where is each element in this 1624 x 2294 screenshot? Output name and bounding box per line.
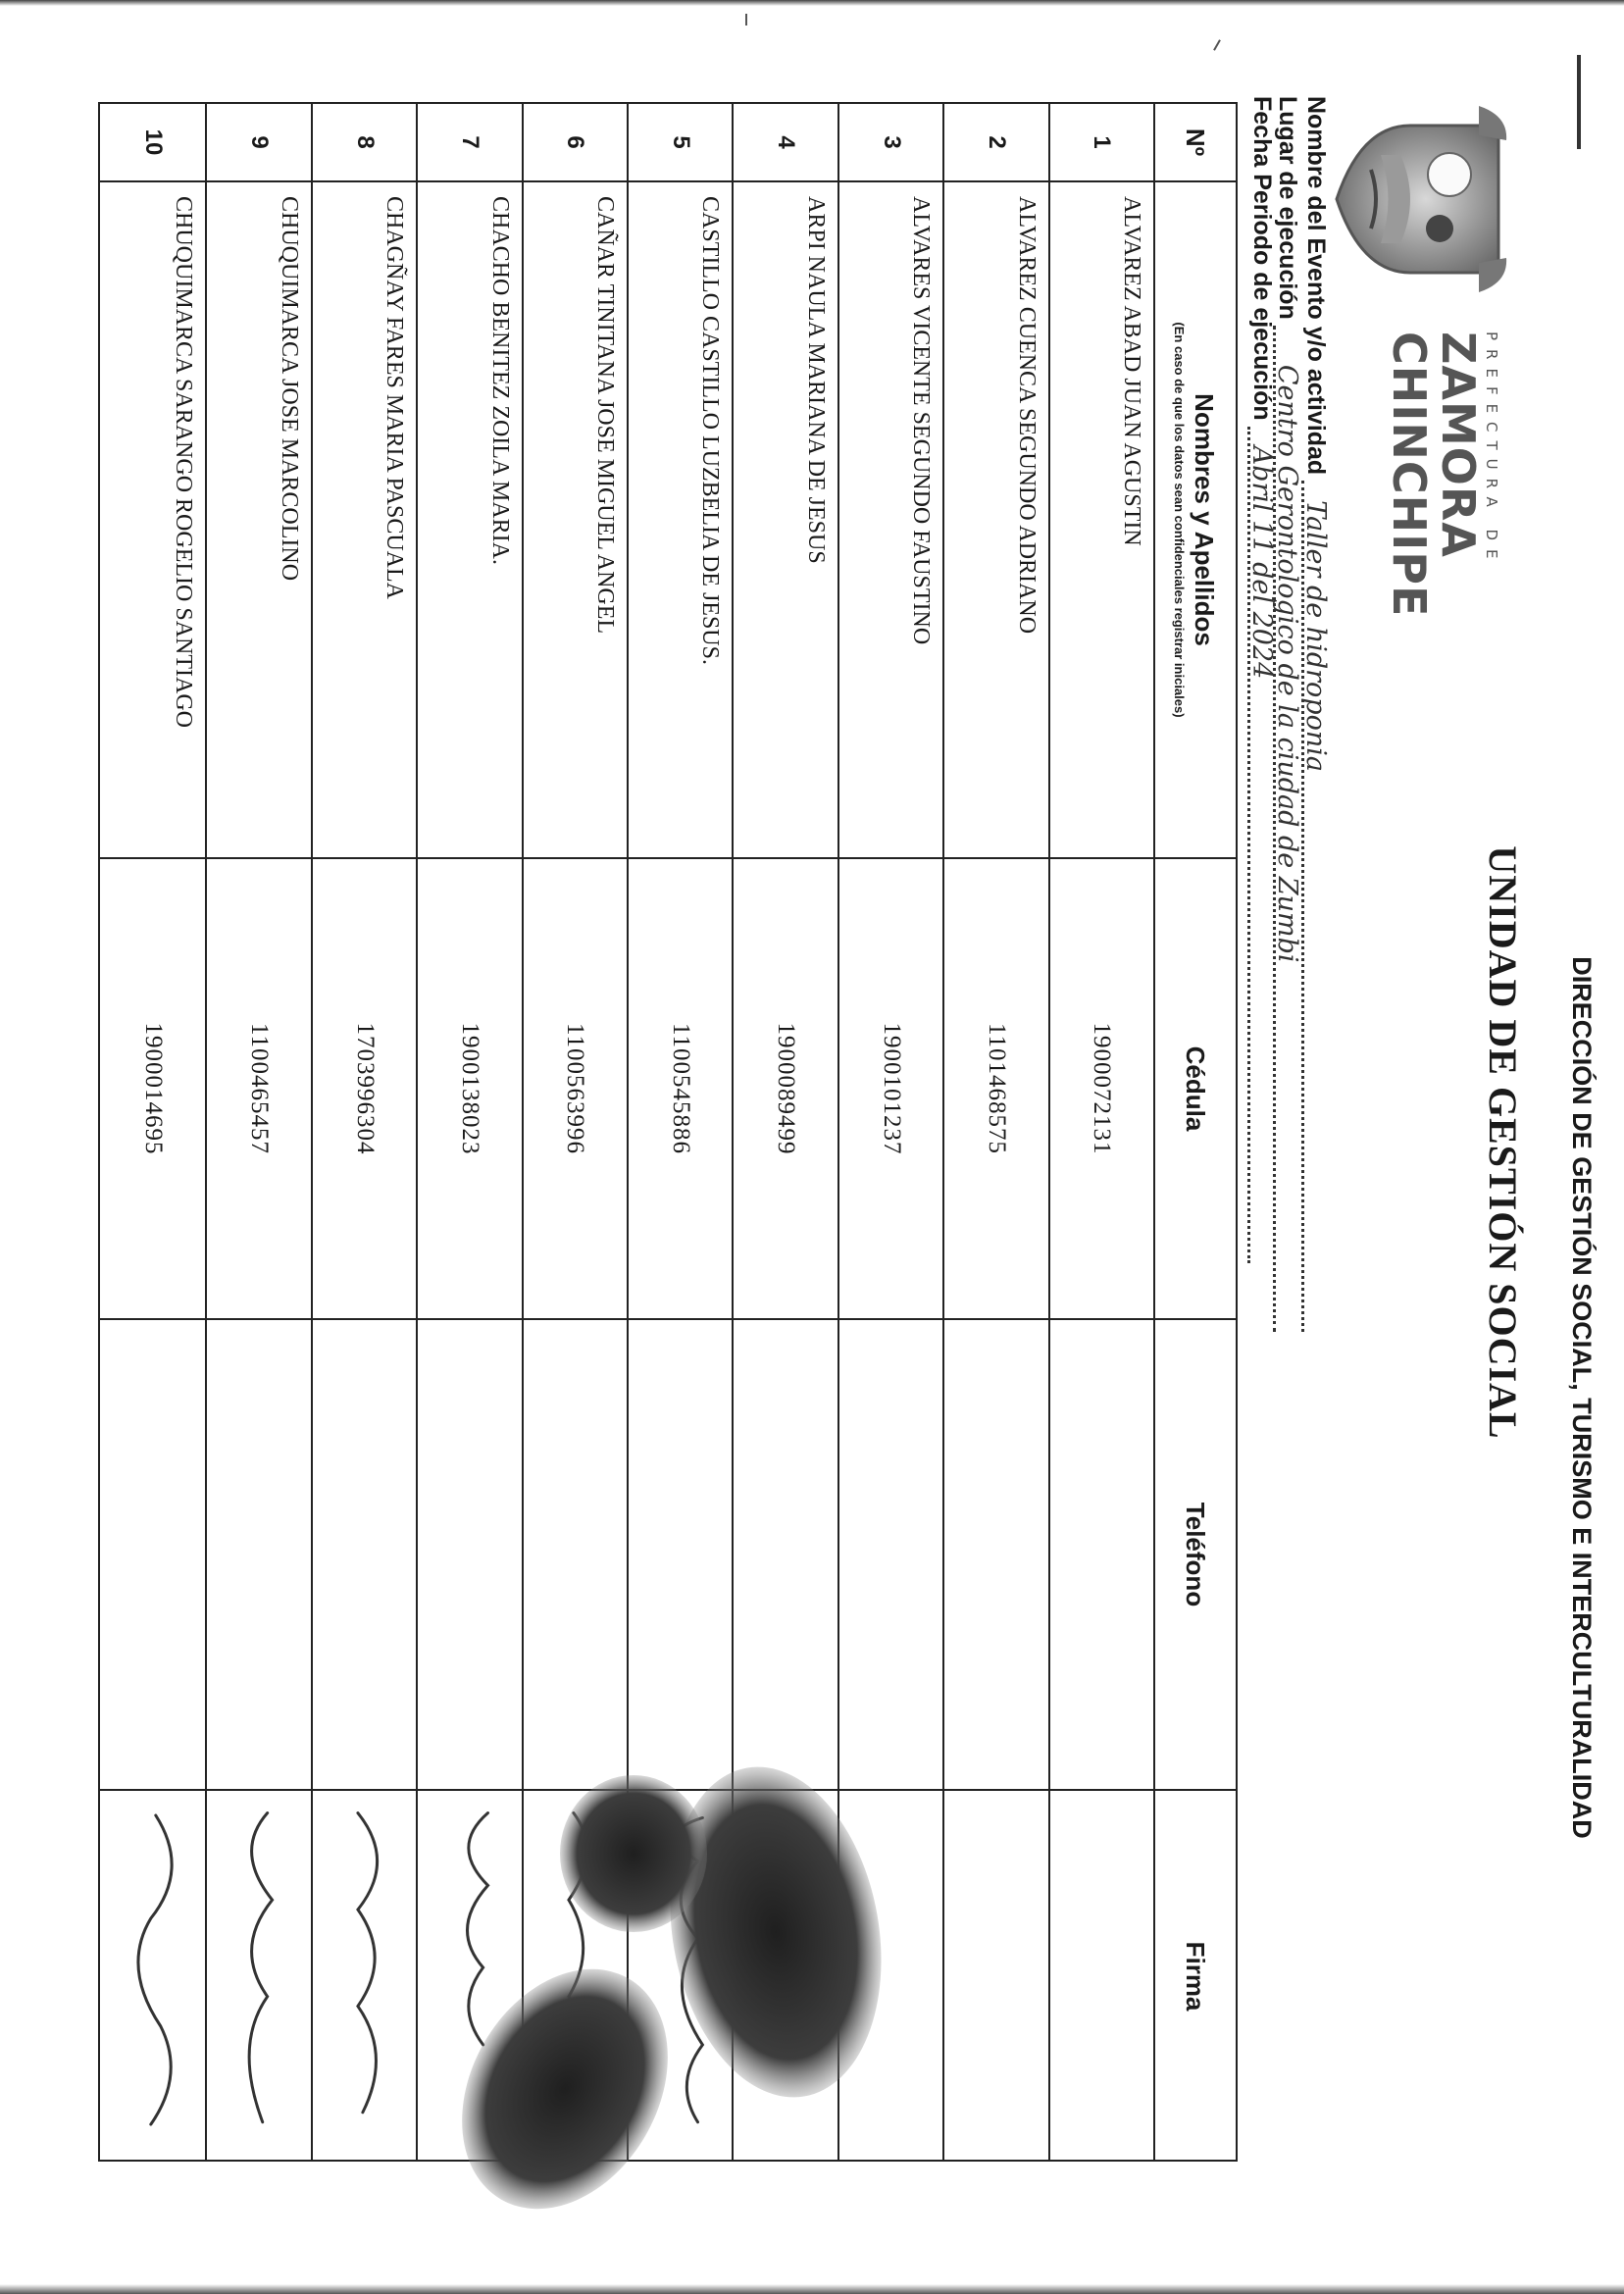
column-header-number [1153,104,1236,182]
participant-name: ARPI NAULA MARIANA DE JESUS [734,182,837,859]
participant-name: CASTILLO CASTILLO LUZBELIA DE JESUS. [629,182,732,859]
participant-signature [734,1791,837,2160]
table-row [627,104,732,2160]
event-label: Nombre del Evento y/o actividad [1302,96,1330,476]
participant-id: 1900014695 [100,859,205,1320]
signature-stroke [569,1813,587,2094]
column-header-id [1153,859,1236,1320]
row-number: 2 [944,104,1047,182]
brand-prefix: PREFECTURA DE [1483,331,1500,568]
participant-id: 1900072131 [1050,859,1153,1320]
participant-name: ALVARES VICENTE SEGUNDO FAUSTINO [839,182,942,859]
participant-signature [1050,1791,1153,2160]
participant-phone [418,1320,521,1791]
date-value: Abril 11 del 2024 [1246,445,1277,680]
table-row [205,104,310,2160]
event-value: Taller de hidroponia [1300,500,1331,772]
participant-id: 1900089499 [734,859,837,1320]
participant-phone [1050,1320,1153,1791]
row-number: 9 [207,104,310,182]
signature-stroke [249,1813,272,2122]
unit-title: UNIDAD DE GESTIÓN SOCIAL [1481,845,1525,1440]
participant-phone [944,1320,1047,1791]
date-field [1247,96,1279,1263]
header-names-note: (En caso de que los datos sean confidenciales registrar iniciales) [1172,322,1187,718]
participant-name: CHUQUIMARCA JOSE MARCOLINO [207,182,310,859]
participant-signature [944,1791,1047,2160]
brand-name-line1: ZAMORA [1432,331,1485,558]
handwritten-signature [100,1791,205,2160]
participant-signature [313,1791,416,2160]
column-header-phone [1153,1320,1236,1791]
participant-id: 1100465457 [207,859,310,1320]
brand-name-line2: CHINCHIPE [1383,331,1436,618]
location-label: Lugar de ejecución [1274,96,1301,320]
table-row [1048,104,1153,2160]
participant-phone [629,1320,732,1791]
participant-signature [207,1791,310,2160]
row-number: 8 [313,104,416,182]
handwritten-signature [629,1791,732,2160]
participant-name: CHACHO BENITEZ ZOILA MARIA. [418,182,521,859]
participant-name: ALVAREZ CUENCA SEGUNDO ADRIANO [944,182,1047,859]
table-row [311,104,416,2160]
participant-name: CHAGÑAY FARES MARIA PASCUALA [313,182,416,859]
row-number: 4 [734,104,837,182]
header-number-label: Nº [1181,127,1211,157]
participant-id: 1900138023 [418,859,521,1320]
signature-stroke [138,1815,172,2124]
participant-id: 1703996304 [313,859,416,1320]
event-field [1301,96,1333,1332]
participant-phone [207,1320,310,1791]
participant-name: CAÑAR TINITANA JOSE MIGUEL ANGEL [524,182,627,859]
department-title: DIRECCIÓN DE GESTIÓN SOCIAL, TURISMO E INTERCULTURALIDAD [1567,956,1597,1839]
date-line [1246,427,1277,1263]
header-signature-label: Firma [1181,1941,1211,2012]
signature-stroke [358,1813,378,2113]
attendance-table [98,102,1238,2162]
table-body [100,104,1153,2160]
signature-stroke [467,1813,487,2045]
table-row [100,104,205,2160]
participant-id: 1100545886 [629,859,732,1320]
row-number: 10 [100,104,205,182]
participant-signature [418,1791,521,2160]
column-header-signature [1153,1791,1236,2162]
participant-phone [734,1320,837,1791]
prefectura-logo [1332,96,1518,618]
participant-phone [839,1320,942,1791]
participant-name: CHUQUIMARCA SARANGO ROGELIO SANTIAGO [100,182,205,859]
header-names-label: Nombres y Apellidos [1190,393,1219,646]
location-value: Centro Gerontologico de la ciudad de Zumbi [1272,364,1302,963]
row-number: 5 [629,104,732,182]
handwritten-signature [418,1791,521,2160]
brand-wordmark [1383,331,1500,618]
participant-id: 1100563996 [524,859,627,1320]
table-row [416,104,521,2160]
row-number: 7 [418,104,521,182]
handwritten-signature [313,1791,416,2160]
row-number: 6 [524,104,627,182]
participant-phone [524,1320,627,1791]
date-label: Fecha Periodo de ejecución [1248,96,1276,421]
event-line [1300,481,1331,1332]
participant-signature [524,1791,627,2160]
participant-phone [313,1320,416,1791]
table-row [942,104,1047,2160]
handwritten-signature [524,1791,627,2160]
column-header-names [1153,182,1236,859]
row-number: 1 [1050,104,1153,182]
header-id-label: Cédula [1181,1045,1211,1132]
table-row [837,104,942,2160]
row-number: 3 [839,104,942,182]
table-row [522,104,627,2160]
participant-signature [839,1791,942,2160]
participant-id: 1101468575 [944,859,1047,1320]
participant-id: 1900101237 [839,859,942,1320]
table-row [732,104,837,2160]
signature-stroke [678,1817,703,2121]
participant-signature [629,1791,732,2160]
participant-name: ALVAREZ ABAD JUAN AGUSTIN [1050,182,1153,859]
coat-of-arms-icon [1332,96,1518,302]
participant-phone [100,1320,205,1791]
handwritten-signature [207,1791,310,2160]
participant-signature [100,1791,205,2160]
header-phone-label: Teléfono [1181,1502,1211,1607]
